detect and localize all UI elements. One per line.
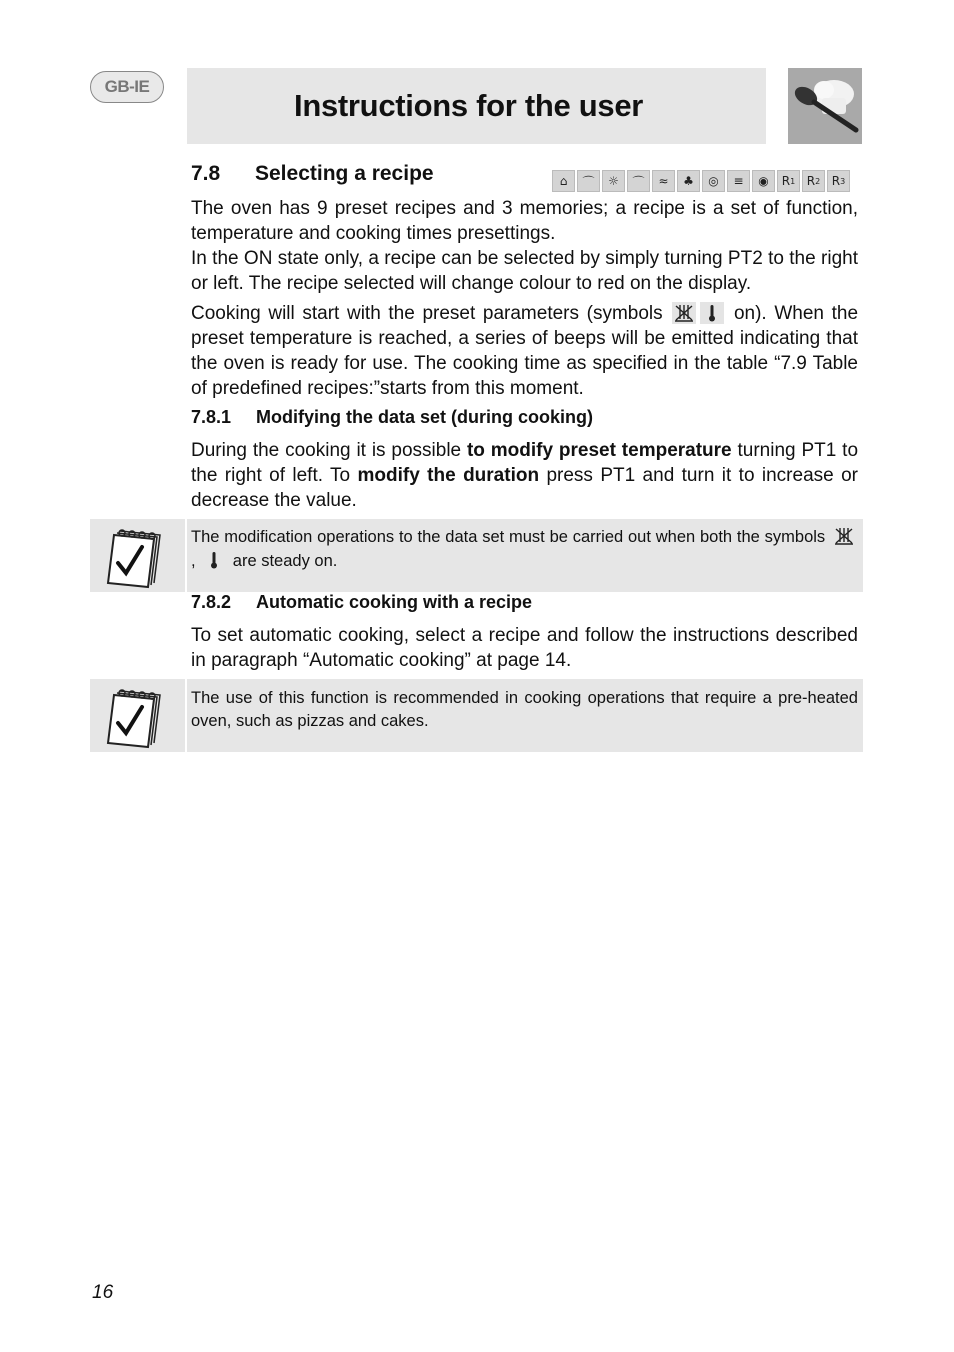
note-box-preheat: [90, 679, 863, 752]
note1-text-a: The modification operations to the data set must be carried out when both the symbols: [191, 528, 826, 546]
section-heading: [191, 162, 434, 186]
thermometer-icon: [202, 549, 226, 571]
recipe-7-icon: ◎: [702, 170, 725, 192]
page-number: 16: [92, 1282, 114, 1303]
modify-text-e: press PT1 and turn it to increase or decrease the value.: [191, 465, 858, 511]
recipe-2-icon: ⌒: [577, 170, 600, 192]
subsection-automatic-body: [191, 623, 858, 673]
section-body: [191, 196, 858, 401]
memory-r3-label: R: [831, 174, 841, 188]
header-bar: [187, 68, 766, 144]
note-text-modify: [187, 519, 863, 592]
modify-text-d: modify the duration: [357, 465, 540, 486]
page-title: Instructions for the user: [294, 88, 644, 123]
subsection-heading-automatic: [191, 592, 532, 613]
recipe-icon-strip: [552, 170, 850, 192]
recipe-3-icon: ☼: [602, 170, 625, 192]
memory-r3-icon: [827, 170, 850, 192]
note-box-modify: [90, 519, 863, 592]
subsection-number: 7.8.2: [191, 592, 232, 612]
section-title: Selecting a recipe: [255, 162, 434, 185]
memory-r2-sub: 2: [815, 176, 821, 186]
cooking-start-text-b: on). When the preset temperature is reached, a series of beeps will be emitted indicating that the oven is ready for use. The cooking time as specified in the table “7.9 Table of predefined recipes:”starts from this moment.: [191, 303, 859, 399]
recipe-9-icon: ◉: [752, 170, 775, 192]
subsection-title: Automatic cooking with a recipe: [256, 592, 533, 612]
subsection-title: Modifying the data set (during cooking): [256, 407, 593, 427]
subsection-modify-body: [191, 438, 858, 513]
subsection-number: 7.8.1: [191, 407, 232, 427]
modify-text-b: to modify preset temperature: [466, 440, 732, 461]
fan-function-icon: [672, 302, 696, 324]
section-number: 7.8: [191, 162, 221, 185]
recipe-6-icon: ♣: [677, 170, 700, 192]
memory-r3-sub: 3: [840, 176, 846, 186]
note-text-preheat: The use of this function is recommended in cooking operations that require a pre-heated oven, such as pizzas and cakes.: [187, 679, 863, 752]
notepad-check-icon: [90, 519, 185, 592]
memory-r1-label: R: [781, 174, 791, 188]
recipe-8-icon: ≡: [727, 170, 750, 192]
subsection-heading-modify: [191, 407, 593, 428]
paragraph-selection: In the ON state only, a recipe can be selected by simply turning PT2 to the right or left. The recipe selected will change colour to red on the display.: [191, 248, 858, 294]
notepad-check-icon: [90, 679, 185, 752]
paragraph-cooking-start: [191, 301, 858, 401]
paragraph-automatic: To set automatic cooking, select a recipe and follow the instructions described in paragraph “Automatic cooking” at page 14.: [191, 625, 858, 671]
recipe-4-icon: ⌒: [627, 170, 650, 192]
memory-r1-icon: [777, 170, 800, 192]
memory-r2-label: R: [806, 174, 816, 188]
cooking-start-text-a: Cooking will start with the preset parameters (symbols: [191, 303, 663, 324]
thermometer-icon: [700, 302, 724, 324]
paragraph-presets: The oven has 9 preset recipes and 3 memories; a recipe is a set of function, temperature and cooking times presettings.: [191, 198, 858, 244]
modify-text-a: During the cooking it is possible: [191, 440, 462, 461]
note1-text-b: ,: [191, 552, 196, 570]
language-badge: GB-IE: [90, 71, 164, 103]
recipe-1-icon: ⌂: [552, 170, 575, 192]
modify-text-c: turning PT1 to the right of left. To: [191, 440, 859, 486]
paragraph-modify: [191, 438, 858, 513]
memory-r1-sub: 1: [790, 176, 796, 186]
memory-r2-icon: [802, 170, 825, 192]
note1-text-c: are steady on.: [232, 552, 338, 570]
spoon-chef-hat-icon: [788, 68, 862, 144]
fan-function-icon: [832, 525, 856, 547]
recipe-5-icon: ≈: [652, 170, 675, 192]
